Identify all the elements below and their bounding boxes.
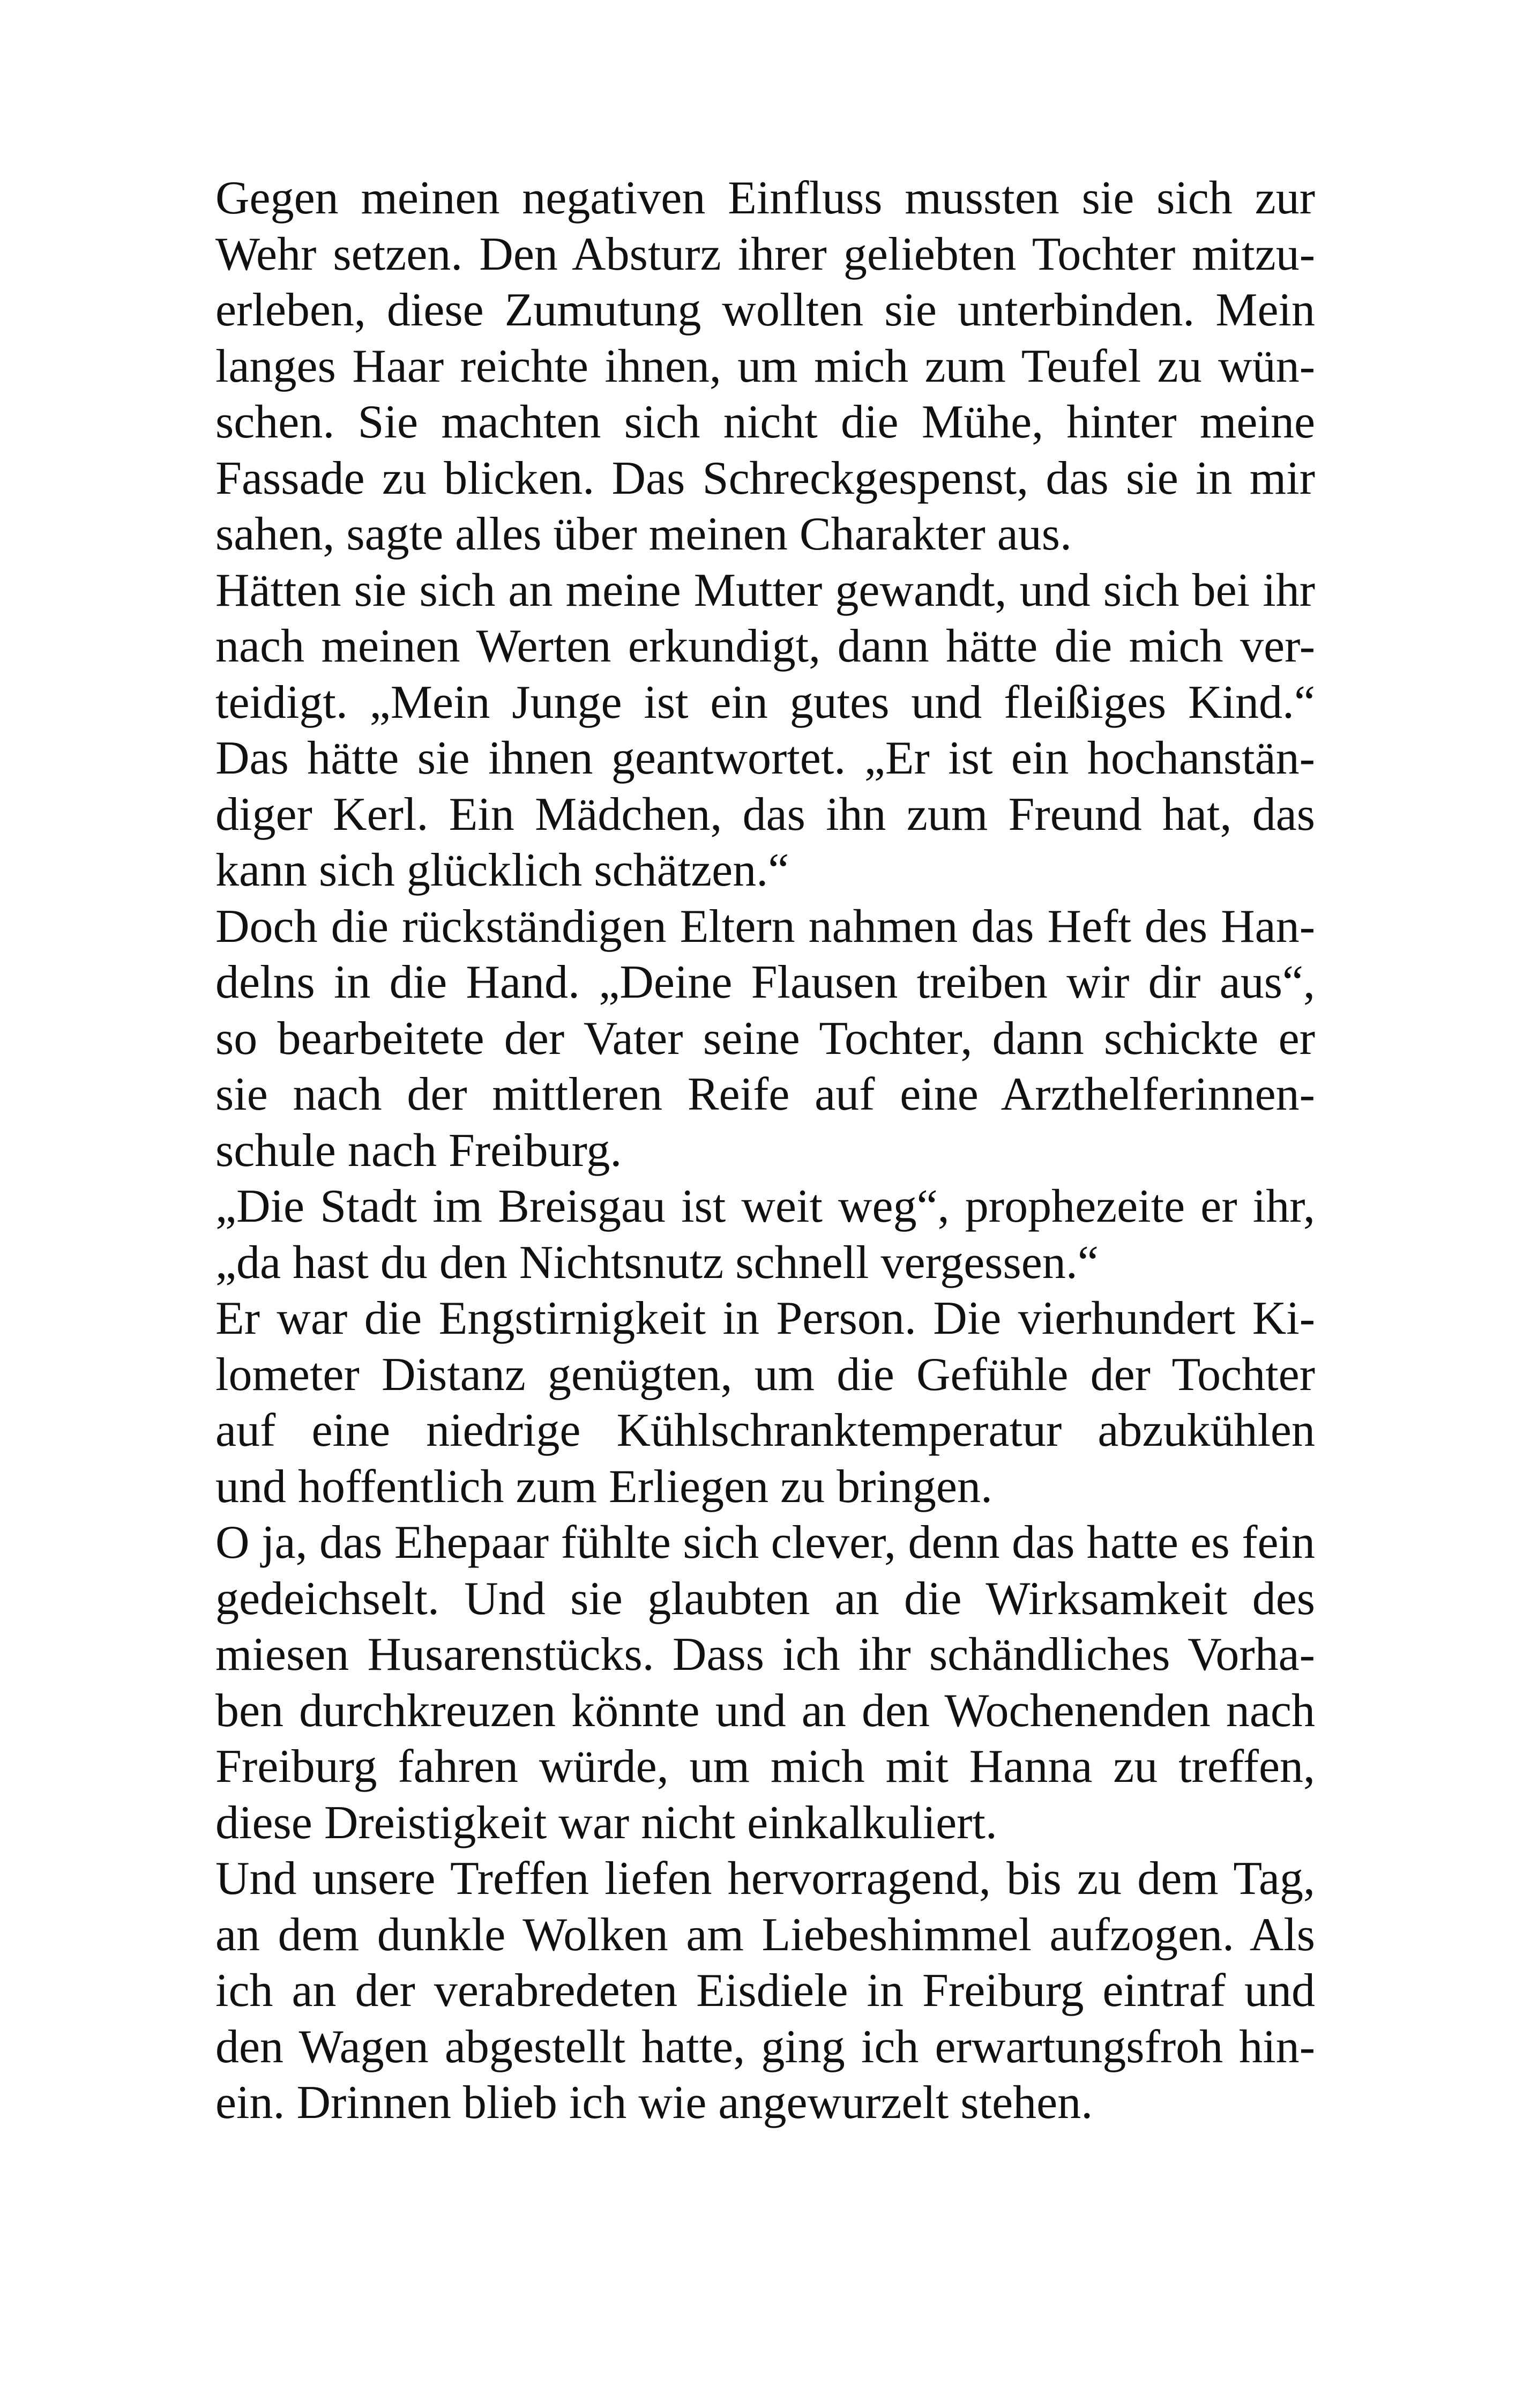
- text-line: nach meinen Werten erkundigt, dann hätte die mich ver-: [215, 620, 1315, 672]
- text-line: sie nach der mittleren Reife auf eine Arzthelferinnen-: [215, 1068, 1315, 1120]
- text-line: gedeichselt. Und sie glaubten an die Wirksamkeit des: [215, 1572, 1315, 1625]
- text-line: teidigt. „Mein Junge ist ein gutes und fleißiges Kind.“: [215, 676, 1315, 729]
- text-line: und hoffentlich zum Erliegen zu bringen.: [215, 1460, 992, 1513]
- text-line: lometer Distanz genügten, um die Gefühle der Tochter: [215, 1348, 1315, 1401]
- text-line: Wehr setzen. Den Absturz ihrer geliebten Tochter mitzu-: [215, 228, 1315, 280]
- text-line: ich an der verabredeten Eisdiele in Freiburg eintraf und: [215, 1965, 1315, 2017]
- text-line: Das hätte sie ihnen geantwortet. „Er ist ein hochanstän-: [215, 732, 1315, 784]
- text-line: schule nach Freiburg.: [215, 1124, 622, 1177]
- text-line: Doch die rückständigen Eltern nahmen das Heft des Han-: [215, 900, 1315, 953]
- text-line: delns in die Hand. „Deine Flausen treiben wir dir aus“,: [215, 956, 1315, 1008]
- text-line: Und unsere Treffen liefen hervorragend, bis zu dem Tag,: [215, 1853, 1315, 1905]
- text-line: den Wagen abgestellt hatte, ging ich erwartungsfroh hin-: [215, 2020, 1315, 2073]
- text-line: schen. Sie machten sich nicht die Mühe, hinter meine: [215, 396, 1315, 448]
- text-line: Freiburg fahren würde, um mich mit Hanna zu treffen,: [215, 1741, 1315, 1793]
- text-line: diger Kerl. Ein Mädchen, das ihn zum Freund hat, das: [215, 788, 1315, 841]
- text-line: erleben, diese Zumutung wollten sie unterbinden. Mein: [215, 284, 1315, 336]
- text-line: diese Dreistigkeit war nicht einkalkuliert.: [215, 1796, 997, 1849]
- text-line: an dem dunkle Wolken am Liebeshimmel aufzogen. Als: [215, 1908, 1315, 1961]
- text-line: Hätten sie sich an meine Mutter gewandt, und sich bei ihr: [215, 564, 1315, 616]
- text-line: ben durchkreuzen könnte und an den Wochenenden nach: [215, 1684, 1315, 1737]
- text-line: „da hast du den Nichtsnutz schnell vergessen.“: [215, 1236, 1099, 1289]
- text-line: kann sich glücklich schätzen.“: [215, 844, 789, 896]
- text-line: auf eine niedrige Kühlschranktemperatur abzukühlen: [215, 1404, 1315, 1456]
- text-line: „Die Stadt im Breisgau ist weit weg“, prophezeite er ihr,: [215, 1180, 1315, 1232]
- text-line: Er war die Engstirnigkeit in Person. Die vierhundert Ki-: [215, 1292, 1315, 1344]
- text-line: Gegen meinen negativen Einfluss mussten sie sich zur: [215, 172, 1315, 224]
- text-line: ein. Drinnen blieb ich wie angewurzelt stehen.: [215, 2077, 1093, 2129]
- body-text: [215, 170, 1315, 2131]
- text-line: langes Haar reichte ihnen, um mich zum Teufel zu wün-: [215, 340, 1315, 392]
- text-line: O ja, das Ehepaar fühlte sich clever, denn das hatte es fein: [215, 1517, 1315, 1569]
- text-line: so bearbeitete der Vater seine Tochter, dann schickte er: [215, 1012, 1315, 1065]
- text-line: miesen Husarenstücks. Dass ich ihr schändliches Vorha-: [215, 1629, 1315, 1681]
- text-line: sahen, sagte alles über meinen Charakter aus.: [215, 508, 1072, 560]
- text-line: Fassade zu blicken. Das Schreckgespenst, das sie in mir: [215, 452, 1315, 504]
